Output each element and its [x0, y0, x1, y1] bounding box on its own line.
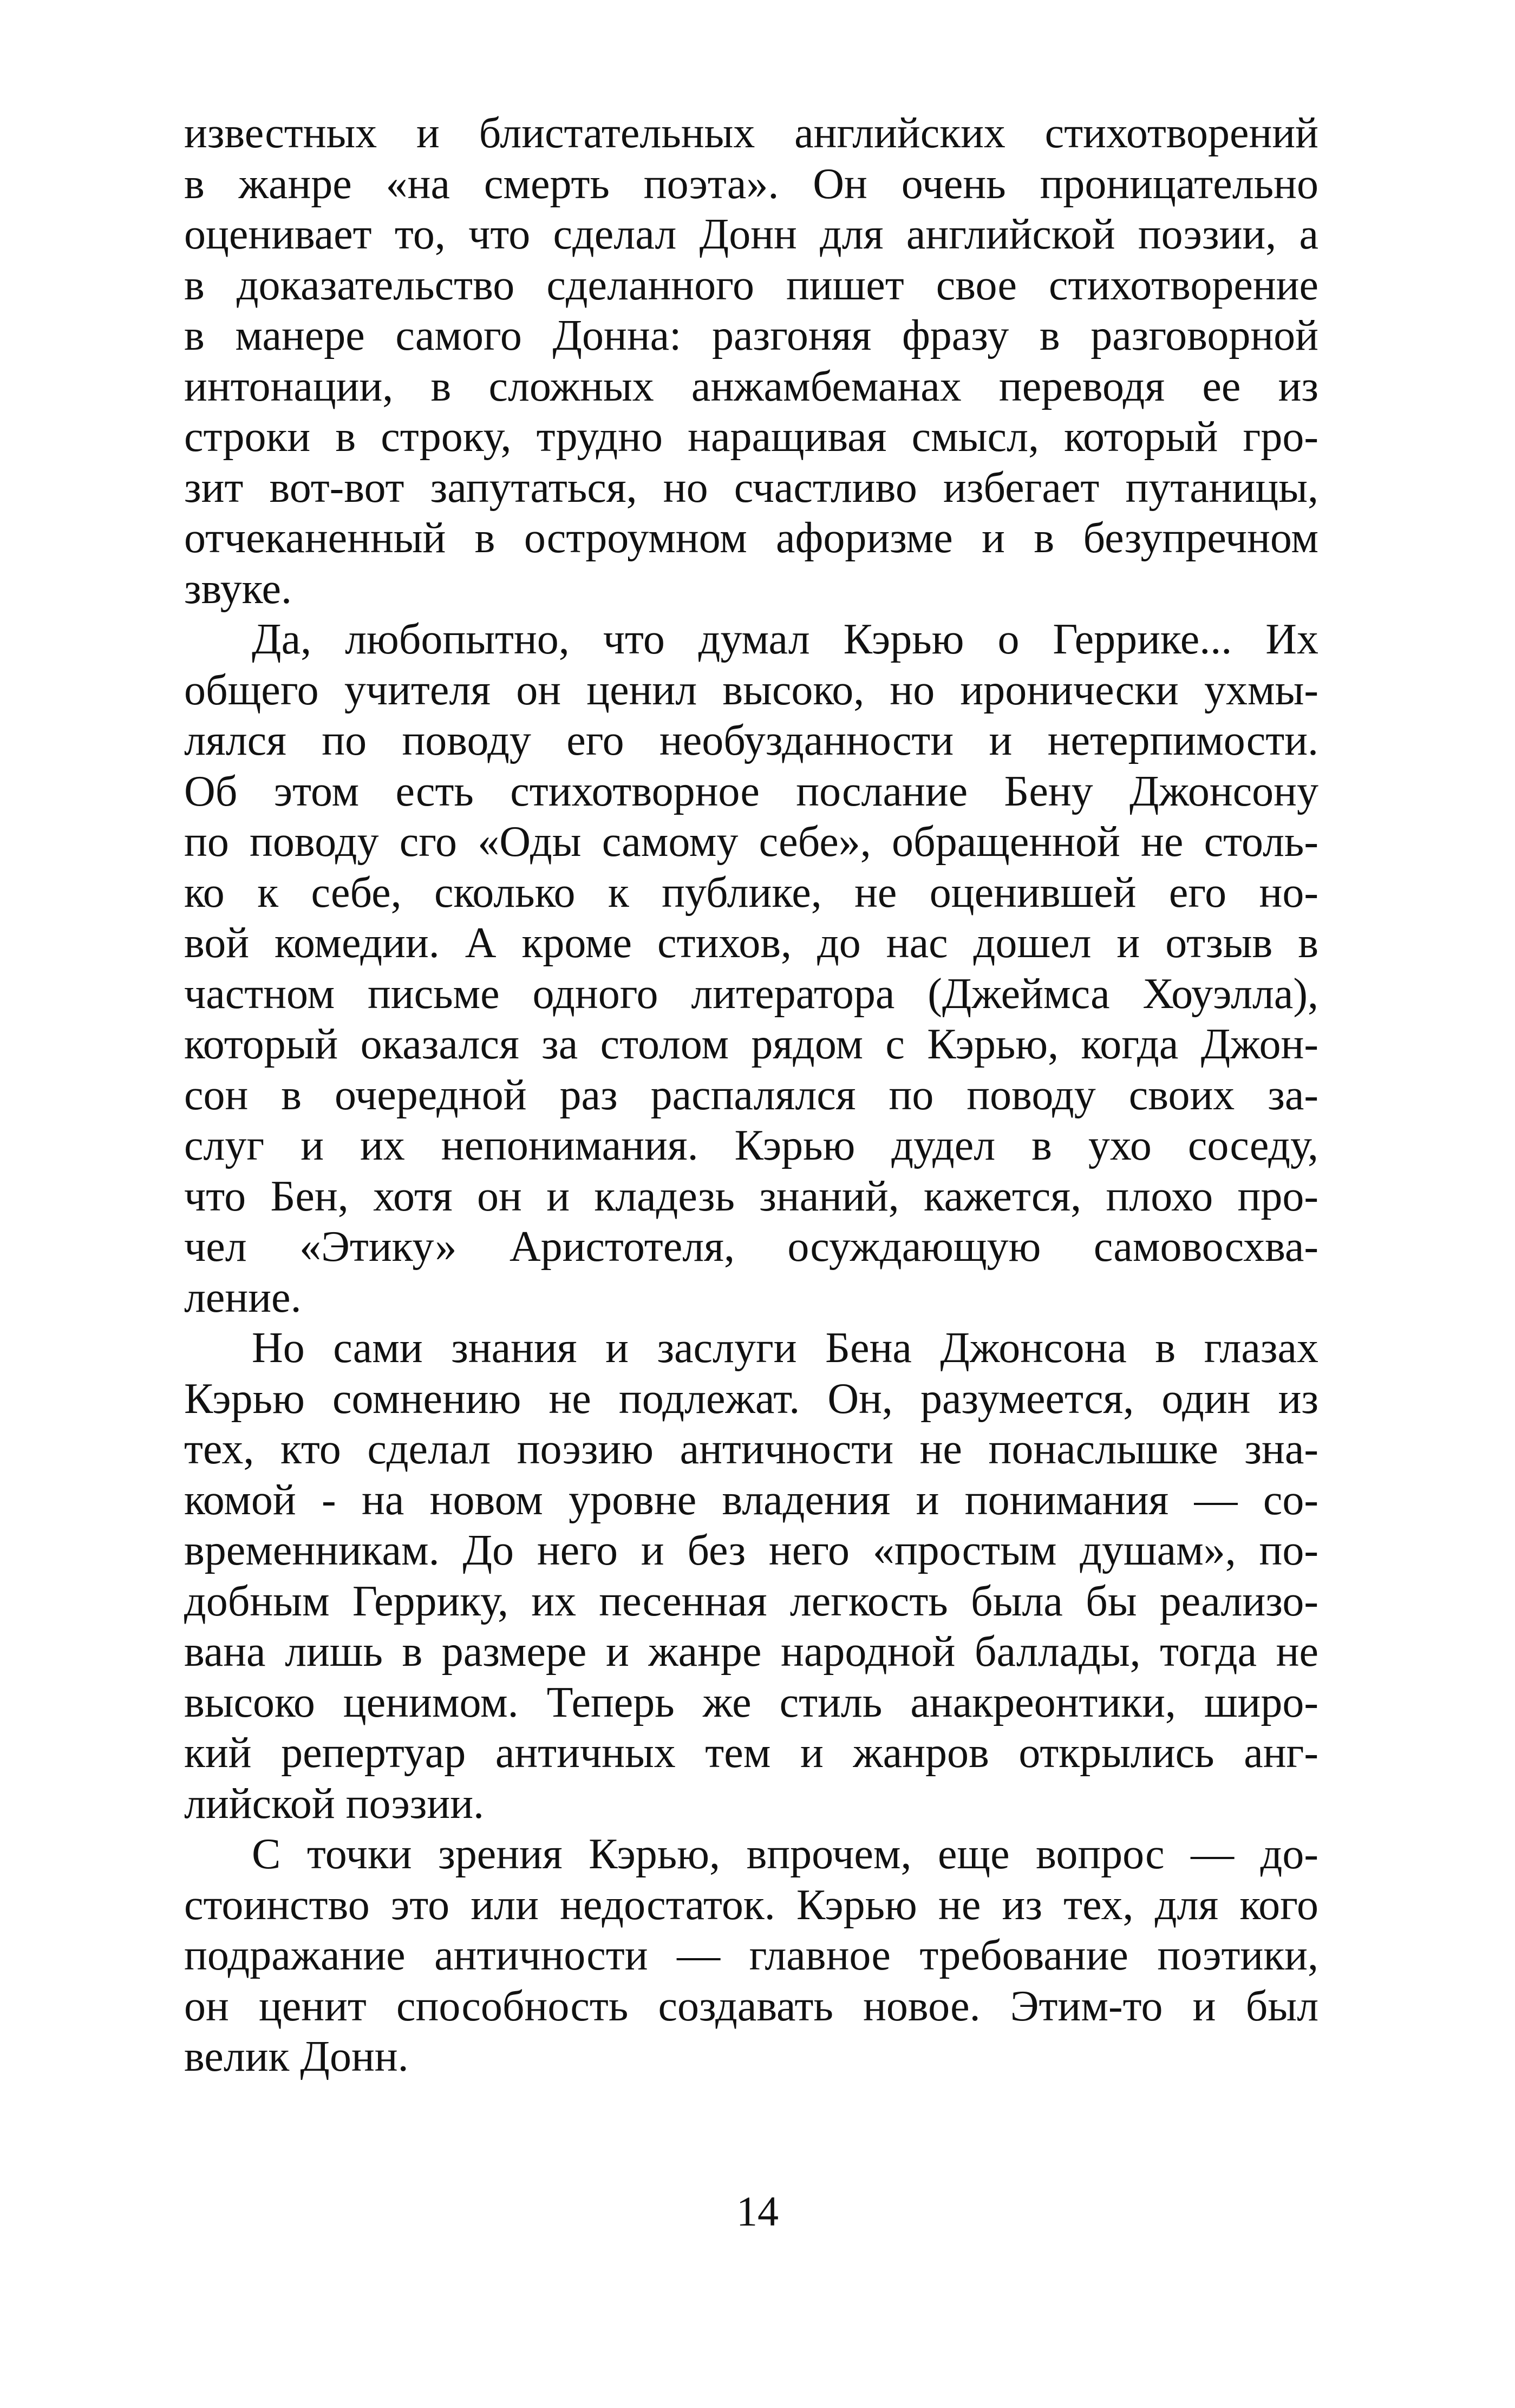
text-line: он ценит способность создавать новое. Этим-то и был: [184, 1982, 1318, 2030]
text-line: известных и блистательных английских стихотворений: [184, 109, 1318, 157]
text-line: стоинство это или недостаток. Кэрью не из тех, для кого: [184, 1881, 1318, 1929]
text-line: звуке.: [184, 565, 292, 613]
text-line: оценивает то, что сделал Донн для английской поэзии, а: [184, 211, 1318, 258]
text-line: ление.: [184, 1273, 302, 1321]
text-line: по поводу сго «Оды самому себе», обращенной не столь-: [184, 818, 1318, 866]
text-line: частном письме одного литератора (Джеймса Хоуэлла),: [184, 970, 1318, 1018]
text-line: который оказался за столом рядом с Кэрью, когда Джон-: [184, 1020, 1318, 1068]
text-line: комой - на новом уровне владения и понимания — со-: [184, 1476, 1318, 1524]
paragraph: [184, 614, 1318, 1323]
text-line: отчеканенный в остроумном афоризме и в безупречном: [184, 514, 1318, 562]
text-line: С точки зрения Кэрью, впрочем, еще вопрос — до-: [252, 1830, 1318, 1878]
text-line: Об этом есть стихотворное послание Бену Джонсону: [184, 767, 1318, 815]
text-line: кий репертуар античных тем и жанров открылись анг-: [184, 1729, 1318, 1777]
page-number: 14: [736, 2188, 779, 2235]
text-line: зит вот-вот запутаться, но счастливо избегает путаницы,: [184, 463, 1318, 512]
text-line: вана лишь в размере и жанре народной баллады, тогда не: [184, 1628, 1318, 1676]
text-line: тех, кто сделал поэзию античности не понаслышке зна-: [184, 1425, 1318, 1473]
text-line: в жанре «на смерть поэта». Он очень проницательно: [184, 160, 1318, 208]
text-line: велик Донн.: [184, 2033, 409, 2080]
paragraph: [184, 108, 1318, 614]
text-line: ко к себе, сколько к публике, не оценившей его но-: [184, 868, 1318, 917]
text-line: сон в очередной раз распалялся по поводу своих за-: [184, 1071, 1318, 1119]
text-line: интонации, в сложных анжамбеманах переводя ее из: [184, 362, 1318, 410]
paragraph: [184, 1323, 1318, 1829]
text-line: в манере самого Донна: разгоняя фразу в разговорной: [184, 312, 1318, 359]
text-line: строки в строку, трудно наращивая смысл, который гро-: [184, 413, 1318, 461]
text-line: вой комедии. А кроме стихов, до нас дошел и отзыв в: [184, 919, 1318, 967]
text-line: Но сами знания и заслуги Бена Джонсона в глазах: [252, 1324, 1318, 1372]
text-line: слуг и их непонимания. Кэрью дудел в ухо соседу,: [184, 1122, 1318, 1169]
text-line: добным Геррику, их песенная легкость была бы реализо-: [184, 1577, 1318, 1625]
body-text: [184, 108, 1318, 2083]
text-line: высоко ценимом. Теперь же стиль анакреонтики, широ-: [184, 1678, 1318, 1726]
text-line: временникам. До него и без него «простым душам», по-: [184, 1527, 1318, 1574]
paragraph: [184, 1829, 1318, 2083]
text-line: Кэрью сомнению не подлежат. Он, разумеется, один из: [184, 1375, 1318, 1423]
text-line: чел «Этику» Аристотеля, осуждающую самовосхва-: [184, 1223, 1318, 1271]
text-line: в доказательство сделанного пишет свое стихотворение: [184, 261, 1318, 309]
text-line: Да, любопытно, что думал Кэрью о Геррике... Их: [252, 616, 1318, 663]
text-line: лийской поэзии.: [184, 1779, 485, 1828]
text-line: что Бен, хотя он и кладезь знаний, кажется, плохо про-: [184, 1172, 1318, 1220]
text-line: подражание античности — главное требование поэтики,: [184, 1932, 1318, 1979]
text-line: лялся по поводу его необузданности и нетерпимости.: [184, 717, 1318, 764]
text-line: общего учителя он ценил высоко, но иронически ухмы-: [184, 666, 1318, 714]
